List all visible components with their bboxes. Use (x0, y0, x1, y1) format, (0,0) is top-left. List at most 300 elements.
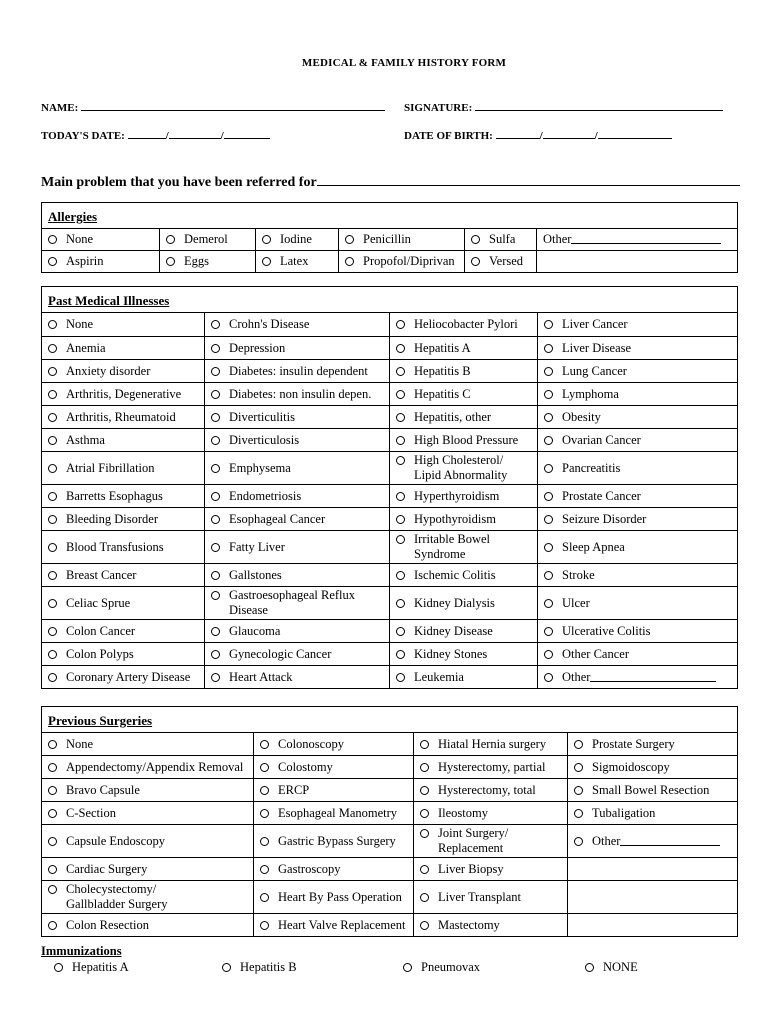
checkbox-option[interactable] (211, 624, 383, 639)
option-label: Lung Cancer (562, 363, 627, 378)
checkbox-option[interactable] (166, 254, 249, 269)
checkbox-option[interactable] (420, 783, 561, 798)
past-illnesses-header (42, 287, 738, 313)
checkbox-option[interactable] (262, 232, 332, 247)
checkbox-option[interactable] (420, 760, 561, 775)
radio-circle-icon[interactable] (544, 673, 553, 682)
radio-circle-icon[interactable] (48, 367, 57, 376)
checkbox-option[interactable] (544, 433, 731, 448)
checkbox-option[interactable] (48, 624, 198, 639)
radio-circle-icon[interactable] (574, 763, 583, 772)
name-label: NAME: (41, 102, 79, 114)
option-label: Cardiac Surgery (66, 861, 148, 876)
option-label: Lymphoma (562, 386, 619, 401)
radio-circle-icon[interactable] (211, 436, 220, 445)
radio-circle-icon[interactable] (544, 390, 553, 399)
radio-circle-icon[interactable] (585, 963, 594, 972)
radio-circle-icon[interactable] (420, 763, 429, 772)
option-label: Ischemic Colitis (414, 567, 496, 582)
option-label: Capsule Endoscopy (66, 833, 165, 848)
checkbox-option[interactable] (396, 341, 531, 356)
table-cell (390, 587, 538, 620)
radio-circle-icon[interactable] (574, 809, 583, 818)
checkbox-option[interactable] (211, 387, 383, 402)
table-cell (254, 914, 414, 937)
checkbox-option[interactable] (420, 918, 561, 933)
radio-circle-icon[interactable] (48, 627, 57, 636)
option-label: Arthritis, Degenerative (66, 386, 182, 401)
dob-label: DATE OF BIRTH: (404, 130, 493, 142)
option-label: Celiac Sprue (66, 595, 131, 610)
allergies-header (42, 203, 738, 229)
checkbox-option[interactable] (396, 410, 531, 425)
option-label: Hepatitis, other (414, 409, 492, 424)
checkbox-option[interactable] (574, 783, 731, 798)
table-cell (205, 587, 390, 620)
radio-circle-icon[interactable] (48, 837, 57, 846)
checkbox-option[interactable] (48, 918, 247, 933)
todays-date-year[interactable] (224, 127, 270, 139)
checkbox-option[interactable] (544, 461, 731, 476)
checkbox-option[interactable] (48, 461, 198, 476)
option-label: Hypothyroidism (414, 511, 496, 526)
table-row (42, 485, 738, 508)
checkbox-option[interactable] (211, 670, 383, 685)
write-in-line[interactable] (620, 834, 720, 846)
checkbox-option[interactable] (48, 540, 198, 555)
radio-circle-icon[interactable] (222, 963, 231, 972)
checkbox-option[interactable] (544, 489, 731, 504)
radio-circle-icon[interactable] (48, 809, 57, 818)
radio-circle-icon[interactable] (396, 627, 405, 636)
checkbox-option[interactable] (48, 433, 198, 448)
checkbox-option[interactable] (48, 596, 198, 611)
checkbox-option[interactable] (544, 387, 731, 402)
checkbox-option[interactable] (420, 862, 561, 877)
checkbox-option[interactable] (48, 364, 198, 379)
radio-circle-icon[interactable] (48, 740, 57, 749)
checkbox-option[interactable] (396, 433, 531, 448)
option-label: Heart Valve Replacement (278, 917, 406, 932)
radio-circle-icon[interactable] (260, 893, 269, 902)
immunization-label: NONE (603, 960, 638, 974)
option-label: Gastroesophageal Reflux Disease (229, 588, 356, 617)
checkbox-option[interactable] (48, 254, 153, 269)
name-field[interactable] (41, 99, 385, 114)
radio-circle-icon[interactable] (48, 673, 57, 682)
radio-circle-icon[interactable] (544, 627, 553, 636)
radio-circle-icon[interactable] (396, 599, 405, 608)
checkbox-option[interactable] (48, 410, 198, 425)
checkbox-option[interactable] (211, 512, 383, 527)
option-label: Esophageal Cancer (229, 511, 326, 526)
checkbox-option[interactable] (420, 737, 561, 752)
option-label: Anemia (66, 340, 106, 355)
radio-circle-icon[interactable] (54, 963, 63, 972)
table-cell (339, 251, 465, 273)
checkbox-option[interactable] (260, 737, 407, 752)
table-row (42, 620, 738, 643)
checkbox-option[interactable] (544, 512, 731, 527)
checkbox-option[interactable] (211, 647, 383, 662)
table-row (42, 779, 738, 802)
radio-circle-icon[interactable] (48, 257, 57, 266)
checkbox-option[interactable] (345, 232, 458, 247)
option-label: Heart By Pass Operation (278, 889, 402, 904)
radio-circle-icon[interactable] (396, 456, 405, 465)
todays-date-label: TODAY'S DATE: (41, 130, 125, 142)
signature-field[interactable] (404, 99, 723, 114)
table-cell (205, 643, 390, 666)
immunization-label: Hepatitis A (72, 960, 129, 974)
checkbox-option[interactable] (260, 783, 407, 798)
checkbox-option[interactable] (544, 670, 731, 685)
radio-circle-icon[interactable] (48, 543, 57, 552)
radio-circle-icon[interactable] (260, 763, 269, 772)
checkbox-option[interactable] (166, 232, 249, 247)
allergies-title: Allergies (48, 209, 98, 224)
radio-circle-icon[interactable] (48, 650, 57, 659)
radio-circle-icon[interactable] (211, 390, 220, 399)
option-label: Colonoscopy (278, 736, 344, 751)
checkbox-option[interactable] (211, 410, 383, 425)
radio-circle-icon[interactable] (260, 865, 269, 874)
checkbox-option[interactable] (544, 317, 731, 332)
checkbox-option[interactable] (574, 806, 731, 821)
checkbox-option[interactable] (48, 760, 247, 775)
radio-circle-icon[interactable] (262, 235, 271, 244)
table-cell (538, 406, 738, 429)
checkbox-option[interactable] (420, 826, 561, 856)
radio-circle-icon[interactable] (48, 320, 57, 329)
radio-circle-icon[interactable] (396, 413, 405, 422)
checkbox-option[interactable] (396, 624, 531, 639)
write-in-line[interactable] (571, 232, 721, 244)
checkbox-option[interactable] (574, 737, 731, 752)
checkbox-option[interactable] (420, 806, 561, 821)
checkbox-option[interactable] (48, 647, 198, 662)
dob-year[interactable] (598, 127, 672, 139)
checkbox-option[interactable] (574, 760, 731, 775)
radio-circle-icon[interactable] (396, 436, 405, 445)
radio-circle-icon[interactable] (211, 627, 220, 636)
radio-circle-icon[interactable] (544, 436, 553, 445)
checkbox-option[interactable] (48, 232, 153, 247)
checkbox-option[interactable] (211, 341, 383, 356)
checkbox-option[interactable] (260, 918, 407, 933)
radio-circle-icon[interactable] (260, 786, 269, 795)
radio-circle-icon[interactable] (396, 535, 405, 544)
table-cell (538, 666, 738, 689)
radio-circle-icon[interactable] (48, 390, 57, 399)
checkbox-option[interactable] (396, 512, 531, 527)
radio-circle-icon[interactable] (420, 809, 429, 818)
table-row (42, 666, 738, 689)
signature-line[interactable] (475, 99, 723, 111)
checkbox-option[interactable] (260, 806, 407, 821)
radio-circle-icon[interactable] (260, 837, 269, 846)
radio-circle-icon[interactable] (211, 650, 220, 659)
checkbox-option[interactable] (420, 890, 561, 905)
checkbox-option[interactable] (211, 317, 383, 332)
radio-circle-icon[interactable] (420, 893, 429, 902)
dob-day[interactable] (543, 127, 595, 139)
radio-circle-icon[interactable] (544, 515, 553, 524)
option-label: Diabetes: insulin dependent (229, 363, 368, 378)
table-cell (42, 531, 205, 564)
checkbox-option[interactable] (544, 540, 731, 555)
table-cell (42, 881, 254, 914)
radio-circle-icon[interactable] (396, 344, 405, 353)
checkbox-option[interactable] (544, 647, 731, 662)
table-cell (254, 779, 414, 802)
radio-circle-icon[interactable] (396, 673, 405, 682)
checkbox-option[interactable] (48, 512, 198, 527)
immunization-option[interactable] (54, 960, 129, 975)
radio-circle-icon[interactable] (48, 436, 57, 445)
checkbox-option[interactable] (48, 882, 247, 912)
radio-circle-icon[interactable] (211, 367, 220, 376)
radio-circle-icon[interactable] (396, 492, 405, 501)
radio-circle-icon[interactable] (396, 367, 405, 376)
radio-circle-icon[interactable] (574, 740, 583, 749)
table-row (42, 383, 738, 406)
option-label: Coronary Artery Disease (66, 669, 191, 684)
table-cell (42, 643, 205, 666)
checkbox-option[interactable] (260, 834, 407, 849)
checkbox-option[interactable] (396, 670, 531, 685)
checkbox-option[interactable] (396, 387, 531, 402)
radio-circle-icon[interactable] (48, 413, 57, 422)
checkbox-option[interactable] (262, 254, 332, 269)
name-line[interactable] (81, 99, 385, 111)
radio-circle-icon[interactable] (544, 320, 553, 329)
write-in-line[interactable] (590, 670, 716, 682)
checkbox-option[interactable] (396, 532, 531, 562)
date-separator: / (539, 130, 543, 142)
checkbox-option[interactable] (396, 596, 531, 611)
checkbox-option[interactable] (211, 489, 383, 504)
checkbox-option[interactable] (48, 806, 247, 821)
radio-circle-icon[interactable] (260, 740, 269, 749)
todays-date-month[interactable] (128, 127, 166, 139)
radio-circle-icon[interactable] (48, 865, 57, 874)
checkbox-option[interactable] (260, 890, 407, 905)
table-cell (42, 229, 160, 251)
todays-date-day[interactable] (169, 127, 221, 139)
table-cell (538, 452, 738, 485)
radio-circle-icon[interactable] (345, 257, 354, 266)
checkbox-option[interactable] (544, 364, 731, 379)
radio-circle-icon[interactable] (48, 921, 57, 930)
table-cell (390, 383, 538, 406)
allergies-table (41, 202, 738, 273)
checkbox-option[interactable] (396, 364, 531, 379)
radio-circle-icon[interactable] (420, 786, 429, 795)
radio-circle-icon[interactable] (544, 413, 553, 422)
table-cell (390, 643, 538, 666)
immunization-option[interactable] (585, 960, 638, 975)
checkbox-option[interactable] (396, 489, 531, 504)
checkbox-option[interactable] (48, 489, 198, 504)
checkbox-option[interactable] (48, 670, 198, 685)
checkbox-option[interactable] (396, 647, 531, 662)
option-label: Penicillin (363, 232, 411, 246)
checkbox-option[interactable] (574, 834, 731, 849)
radio-circle-icon[interactable] (420, 740, 429, 749)
radio-circle-icon[interactable] (211, 413, 220, 422)
checkbox-option[interactable] (48, 568, 198, 583)
option-label: Colon Resection (66, 917, 149, 932)
table-cell (339, 229, 465, 251)
option-label: Seizure Disorder (562, 511, 647, 526)
radio-circle-icon[interactable] (48, 571, 57, 580)
radio-circle-icon[interactable] (403, 963, 412, 972)
checkbox-option[interactable] (48, 834, 247, 849)
checkbox-option[interactable] (345, 254, 458, 269)
radio-circle-icon[interactable] (48, 885, 57, 894)
radio-circle-icon[interactable] (396, 650, 405, 659)
option-label: Fatty Liver (229, 539, 285, 554)
table-cell (160, 229, 256, 251)
table-cell (205, 564, 390, 587)
radio-circle-icon[interactable] (544, 543, 553, 552)
checkbox-option[interactable] (544, 341, 731, 356)
radio-circle-icon[interactable] (396, 571, 405, 580)
radio-circle-icon[interactable] (48, 344, 57, 353)
checkbox-option[interactable] (48, 317, 198, 332)
table-cell (254, 756, 414, 779)
radio-circle-icon[interactable] (574, 786, 583, 795)
table-cell (42, 485, 205, 508)
radio-circle-icon[interactable] (48, 515, 57, 524)
radio-circle-icon[interactable] (544, 599, 553, 608)
option-label: Heart Attack (229, 669, 293, 684)
checkbox-option[interactable] (544, 410, 731, 425)
radio-circle-icon[interactable] (166, 235, 175, 244)
radio-circle-icon[interactable] (544, 492, 553, 501)
table-cell (568, 825, 738, 858)
radio-circle-icon[interactable] (48, 235, 57, 244)
option-label: Sulfa (489, 232, 516, 246)
radio-circle-icon[interactable] (574, 837, 583, 846)
option-label: Tubaligation (592, 805, 656, 820)
checkbox-option[interactable] (544, 568, 731, 583)
radio-circle-icon[interactable] (345, 235, 354, 244)
table-cell (42, 313, 205, 337)
table-cell (538, 508, 738, 531)
option-label: Colon Cancer (66, 623, 136, 638)
radio-circle-icon[interactable] (396, 515, 405, 524)
checkbox-option[interactable] (471, 254, 530, 269)
radio-circle-icon[interactable] (48, 492, 57, 501)
table-row (42, 756, 738, 779)
radio-circle-icon[interactable] (48, 599, 57, 608)
radio-circle-icon[interactable] (544, 650, 553, 659)
checkbox-option[interactable] (211, 568, 383, 583)
option-label: Bleeding Disorder (66, 511, 158, 526)
radio-circle-icon[interactable] (262, 257, 271, 266)
radio-circle-icon[interactable] (211, 673, 220, 682)
radio-circle-icon[interactable] (420, 865, 429, 874)
radio-circle-icon[interactable] (211, 515, 220, 524)
radio-circle-icon[interactable] (260, 921, 269, 930)
main-problem-field[interactable] (41, 171, 740, 191)
radio-circle-icon[interactable] (211, 543, 220, 552)
option-label: Prostate Surgery (592, 736, 675, 751)
table-cell (390, 508, 538, 531)
checkbox-option[interactable] (48, 737, 247, 752)
table-cell (42, 756, 254, 779)
radio-circle-icon[interactable] (48, 464, 57, 473)
todays-date-field[interactable] (41, 127, 270, 142)
radio-circle-icon[interactable] (420, 829, 429, 838)
checkbox-option[interactable] (471, 232, 530, 247)
radio-circle-icon[interactable] (48, 786, 57, 795)
option-label: Stroke (562, 567, 595, 582)
checkbox-option[interactable] (211, 588, 383, 618)
radio-circle-icon[interactable] (211, 344, 220, 353)
option-label: Arthritis, Rheumatoid (66, 409, 176, 424)
radio-circle-icon[interactable] (396, 390, 405, 399)
checkbox-option[interactable] (48, 387, 198, 402)
radio-circle-icon[interactable] (211, 464, 220, 473)
checkbox-option[interactable] (211, 433, 383, 448)
date-separator: / (220, 130, 224, 142)
checkbox-option[interactable] (211, 461, 383, 476)
radio-circle-icon[interactable] (211, 320, 220, 329)
checkbox-option[interactable] (396, 453, 531, 483)
checkbox-option[interactable] (260, 760, 407, 775)
option-label: Sigmoidoscopy (592, 759, 670, 774)
checkbox-option[interactable] (48, 862, 247, 877)
radio-circle-icon[interactable] (544, 367, 553, 376)
radio-circle-icon[interactable] (260, 809, 269, 818)
dob-field[interactable] (404, 127, 672, 142)
radio-circle-icon[interactable] (211, 492, 220, 501)
radio-circle-icon[interactable] (211, 571, 220, 580)
radio-circle-icon[interactable] (420, 921, 429, 930)
radio-circle-icon[interactable] (211, 591, 220, 600)
checkbox-option[interactable] (260, 862, 407, 877)
checkbox-option[interactable] (544, 624, 731, 639)
dob-month[interactable] (496, 127, 540, 139)
radio-circle-icon[interactable] (48, 763, 57, 772)
checkbox-option[interactable] (211, 364, 383, 379)
checkbox-option[interactable] (543, 232, 731, 247)
radio-circle-icon[interactable] (396, 320, 405, 329)
radio-circle-icon[interactable] (166, 257, 175, 266)
radio-circle-icon[interactable] (544, 464, 553, 473)
checkbox-option[interactable] (48, 783, 247, 798)
checkbox-option[interactable] (396, 568, 531, 583)
immunization-option[interactable] (403, 960, 480, 975)
date-separator: / (594, 130, 598, 142)
checkbox-option[interactable] (544, 596, 731, 611)
table-row (42, 229, 738, 251)
checkbox-option[interactable] (211, 540, 383, 555)
radio-circle-icon[interactable] (544, 571, 553, 580)
table-cell (42, 858, 254, 881)
immunization-option[interactable] (222, 960, 297, 975)
main-problem-line[interactable] (317, 171, 740, 186)
radio-circle-icon[interactable] (544, 344, 553, 353)
table-cell (205, 313, 390, 337)
checkbox-option[interactable] (48, 341, 198, 356)
checkbox-option[interactable] (396, 317, 531, 332)
radio-circle-icon[interactable] (471, 257, 480, 266)
radio-circle-icon[interactable] (471, 235, 480, 244)
